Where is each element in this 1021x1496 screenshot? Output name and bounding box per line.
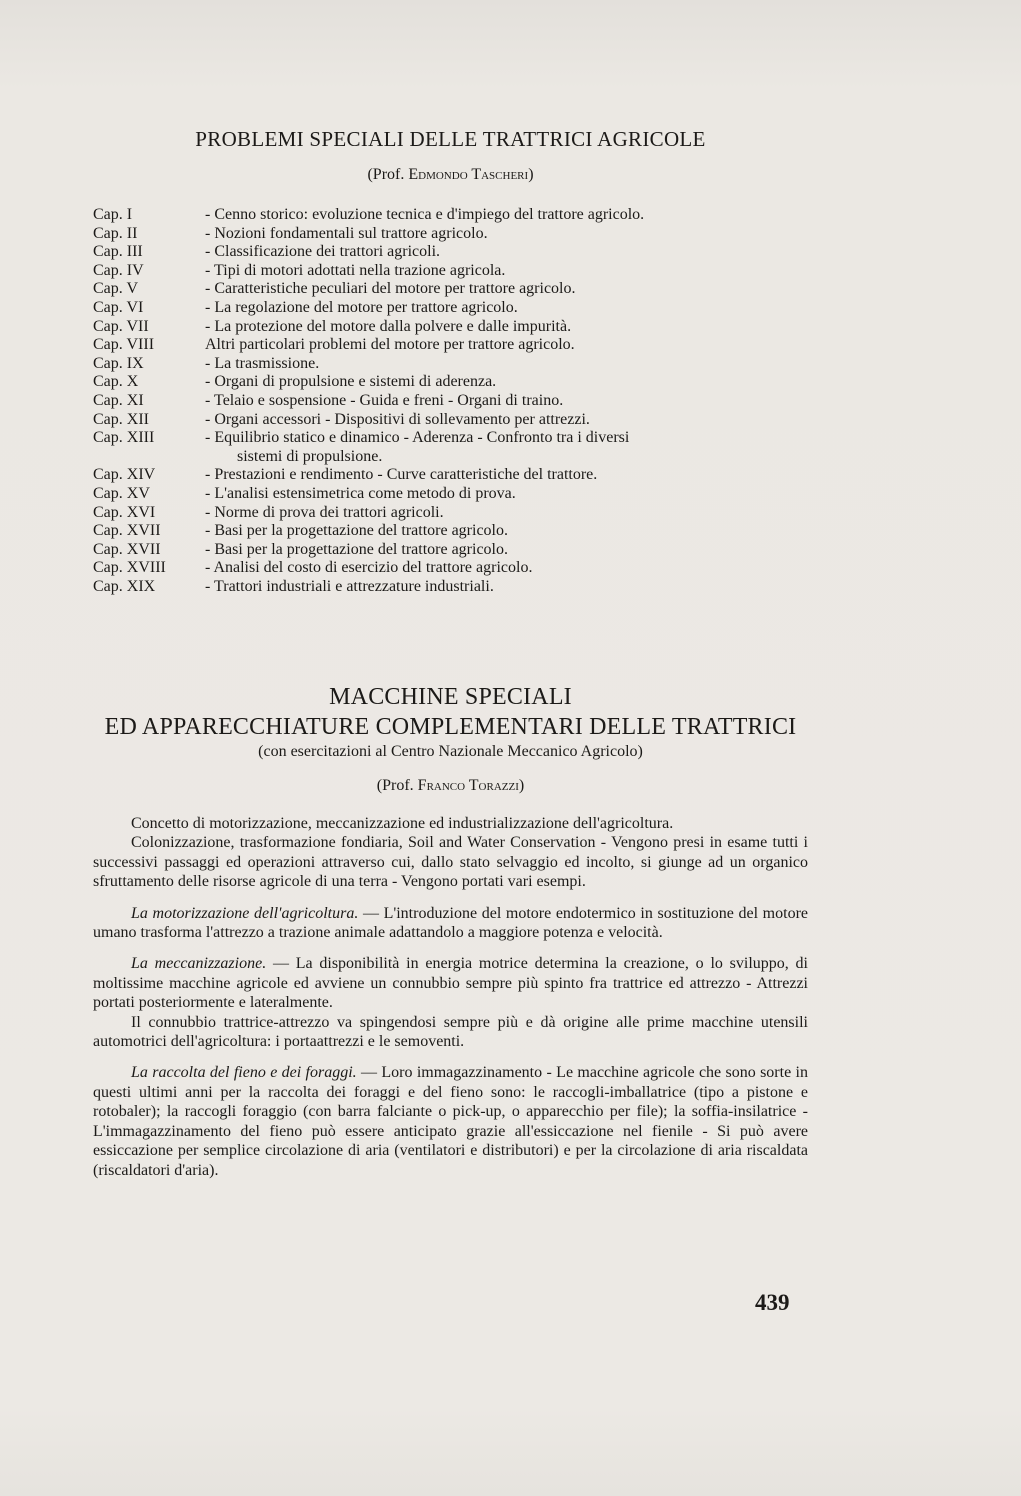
chapter-title-text: - Organi di propulsione e sistemi di aderenza. (205, 373, 497, 391)
paragraph: Il connubbio trattrice-attrezzo va spingendosi sempre più e dà origine alle prime macchine utensili automotrici dell'agricoltura: i portaattrezzi e le semoventi. (93, 1013, 808, 1051)
chapter-title (205, 485, 813, 504)
chapter-row (93, 318, 813, 337)
chapter-title-text: - Telaio e sospensione - Guida e freni - Organi di traino. (205, 391, 564, 409)
chapter-title-continuation: sistemi di propulsione. (237, 447, 383, 465)
chapter-title-text: - Organi accessori - Dispositivi di sollevamento per attrezzi. (205, 410, 590, 428)
chapter-row (93, 485, 813, 504)
chapter-title (205, 262, 813, 281)
chapter-number: Cap. V (93, 280, 139, 298)
chapter-row (93, 355, 813, 374)
chapter-title (205, 411, 813, 430)
section1-title: PROBLEMI SPECIALI DELLE TRATTRICI AGRICOLE (195, 127, 706, 151)
chapter-row (93, 225, 813, 244)
chapter-number: Cap. XV (93, 484, 150, 502)
section1-professor (93, 166, 808, 184)
paragraph (93, 1063, 808, 1179)
section2-title-line2: ED APPARECCHIATURE COMPLEMENTARI DELLE TRATTRICI (104, 714, 797, 740)
chapter-row (93, 559, 813, 578)
chapter-row (93, 262, 813, 281)
chapter-number: Cap. XII (93, 410, 149, 428)
chapter-title (205, 225, 813, 244)
chapter-number: Cap. VI (93, 298, 144, 316)
chapter-title (205, 541, 813, 560)
chapter-number: Cap. XIX (93, 577, 156, 595)
prof-name: Edmondo Tascheri (408, 166, 529, 183)
chapter-title (205, 299, 813, 318)
chapter-title (205, 280, 813, 299)
chapter-row (93, 411, 813, 430)
chapter-row (93, 392, 813, 411)
section2-body (93, 814, 808, 1180)
chapter-number: Cap. VIII (93, 336, 155, 354)
prof-name: Franco Torazzi (417, 777, 519, 794)
chapter-row (93, 206, 813, 225)
chapter-number: Cap. XVII (93, 540, 161, 558)
paragraph-heading: La raccolta del fieno e dei foraggi. (131, 1064, 357, 1082)
chapter-title-text: - La regolazione del motore per trattore agricolo. (205, 298, 518, 316)
chapter-number: Cap. IX (93, 354, 144, 372)
chapter-number: Cap. II (93, 224, 138, 242)
paragraph-heading: La motorizzazione dell'agricoltura. (131, 904, 359, 922)
chapter-title (205, 429, 813, 466)
chapter-row (93, 243, 813, 262)
chapter-title-text: - Classificazione dei trattori agricoli. (205, 243, 441, 261)
chapter-row (93, 466, 813, 485)
chapter-title-text: - Equilibrio statico e dinamico - Aderenza - Confronto tra i diversi (205, 429, 630, 447)
chapter-title-text: - Caratteristiche peculiari del motore per trattore agricolo. (205, 280, 576, 298)
chapter-title (205, 522, 813, 541)
chapter-number: Cap. XVI (93, 503, 156, 521)
paragraph: Colonizzazione, trasformazione fondiaria, Soil and Water Conservation - Vengono presi in esame tutti i successivi passaggi ed operazioni attraverso cui, dallo stato selvaggio ed incolto, si giunge ad un organico sfruttamento delle risorse agricole di una terra - Vengono portati vari esempi. (93, 834, 808, 891)
section2-subtitle: (con esercitazioni al Centro Nazionale Meccanico Agricolo) (258, 743, 643, 760)
chapter-title (205, 373, 813, 392)
chapter-title (205, 559, 813, 578)
chapter-title-text: - Basi per la progettazione del trattore agricolo. (205, 522, 508, 540)
chapter-row (93, 280, 813, 299)
chapter-number: Cap. XIV (93, 466, 156, 484)
chapter-row (93, 578, 813, 597)
prof-prefix: (Prof. (367, 166, 405, 183)
chapter-number: Cap. III (93, 243, 143, 261)
chapter-title (205, 206, 813, 225)
chapter-title-text: - Nozioni fondamentali sul trattore agricolo. (205, 224, 488, 242)
chapter-title (205, 466, 813, 485)
chapter-title-text: Altri particolari problemi del motore per trattore agricolo. (205, 336, 575, 354)
page-number: 439 (755, 1290, 790, 1315)
paragraph-text: — L'introduzione del motore endotermico in sostituzione del motore umano trasforma l'attrezzo a trazione animale adattandolo a maggiore potenza e velocità. (93, 904, 809, 942)
chapter-row (93, 522, 813, 541)
paragraph-text: — La disponibilità in energia motrice determina la creazione, o lo sviluppo, di moltissime macchine agricole ed avviene un connubbio sempre più spinto fra trattrice ed attrezzo - Attrezzi portati posteriormente e lateralmente. (93, 955, 808, 1012)
chapter-title-text: - Cenno storico: evoluzione tecnica e d'impiego del trattore agricolo. (205, 206, 645, 223)
section2-professor (93, 777, 808, 795)
chapter-number: Cap. VII (93, 317, 149, 335)
chapter-row (93, 541, 813, 560)
paragraph-heading: La meccanizzazione. (131, 955, 267, 973)
chapter-number: Cap. XI (93, 391, 144, 409)
chapter-title (205, 504, 813, 523)
chapter-row (93, 336, 813, 355)
chapter-title (205, 318, 813, 337)
chapter-title-text: - L'analisi estensimetrica come metodo di prova. (205, 484, 516, 502)
chapter-title-text: - La protezione del motore dalla polvere e dalle impurità. (205, 317, 572, 335)
chapter-row (93, 373, 813, 392)
paragraph: Concetto di motorizzazione, meccanizzazione ed industrializzazione dell'agricoltura. (131, 815, 674, 832)
chapter-title (205, 336, 813, 355)
paragraph (93, 954, 808, 1012)
chapter-number: Cap. I (93, 206, 133, 223)
chapter-row (93, 299, 813, 318)
chapter-title (205, 243, 813, 262)
chapter-number: Cap. XVIII (93, 559, 166, 577)
chapter-title-text: - Basi per la progettazione del trattore agricolo. (205, 540, 508, 558)
chapter-list (93, 206, 813, 596)
chapter-number: Cap. XIII (93, 429, 155, 447)
prof-prefix: (Prof. (376, 777, 414, 794)
chapter-title (205, 392, 813, 411)
chapter-row (93, 504, 813, 523)
prof-suffix: ) (518, 777, 525, 794)
chapter-title-text: - La trasmissione. (205, 354, 320, 372)
prof-suffix: ) (528, 166, 534, 183)
chapter-title-text: - Norme di prova dei trattori agricoli. (205, 503, 444, 521)
chapter-number: Cap. X (93, 373, 139, 391)
chapter-number: Cap. IV (93, 261, 144, 279)
chapter-title-text: - Tipi di motori adottati nella trazione agricola. (205, 261, 506, 279)
chapter-title-text: - Prestazioni e rendimento - Curve caratteristiche del trattore. (205, 466, 598, 484)
chapter-title (205, 355, 813, 374)
paragraph (93, 904, 808, 943)
chapter-title (205, 578, 813, 597)
chapter-row (93, 429, 813, 466)
paragraph-text: — Loro immagazzinamento - Le macchine agricole che sono sorte in questi ultimi anni per la raccolta dei foraggi e del fieno sono: le raccogli-imballatrice (tipo a pistone e rotobaler); la raccogli foraggio (con barra falciante o pick-up, o apparecchio per file); la soffia-insilatrice - L'immagazzinamento del fieno può essere anticipato grazie all'essiccazione nel fienile - Si può avere essiccazione per semplice circolazione di aria (ventilatori e distributori) e per la circolazione di aria riscaldata (riscaldatori d'aria). (93, 1064, 808, 1179)
chapter-title-text: - Analisi del costo di esercizio del trattore agricolo. (205, 559, 533, 577)
chapter-title-text: - Trattori industriali e attrezzature industriali. (205, 577, 494, 595)
chapter-number: Cap. XVII (93, 522, 161, 540)
section2-title-line1: MACCHINE SPECIALI (329, 684, 572, 710)
